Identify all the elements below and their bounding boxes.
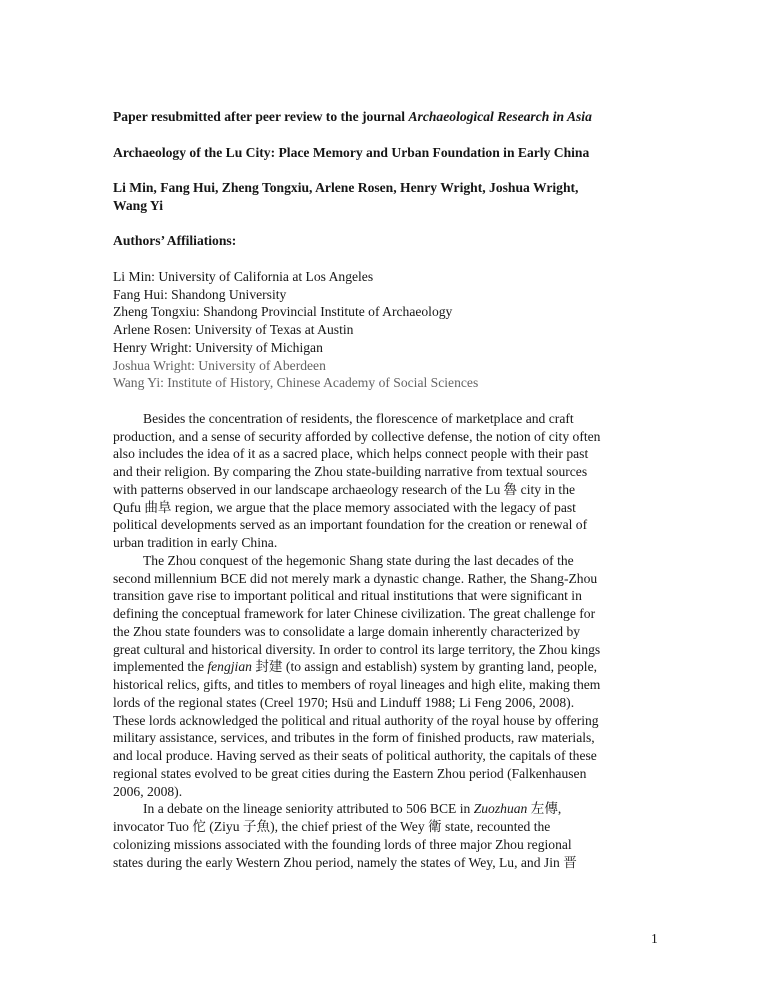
text-segment: Besides the concentration of residents, the florescence of marketplace and craft: [143, 410, 574, 426]
text-line: [113, 570, 665, 588]
authors-line: Wang Yi: [113, 197, 163, 213]
text-segment: defining the conceptual framework for later Chinese civilization. The great challenge for: [113, 606, 596, 621]
text-segment: invocator Tuo 佗 (Ziyu 子魚), the chief priest of the Wey 衛 state, recounted the: [113, 819, 551, 834]
paragraph: [113, 800, 665, 871]
affiliations-list: [113, 268, 665, 392]
text-line: [113, 676, 665, 694]
text-segment: historical relics, gifts, and titles to members of royal lineages and high elite, making them: [113, 677, 601, 692]
text-line: [113, 694, 665, 712]
text-line: [113, 747, 665, 765]
affiliation-line: Wang Yi: Institute of History, Chinese Academy of Social Sciences: [113, 375, 479, 391]
text-segment: regional states evolved to be great cities during the Eastern Zhou period (Falkenhausen: [113, 765, 587, 781]
italic-term: Zuozhuan: [473, 801, 528, 817]
affiliations-heading: Authors’ Affiliations:: [113, 233, 237, 249]
text-line: [113, 623, 665, 641]
text-line: [113, 463, 665, 481]
text-segment: production, and a sense of security afforded by collective defense, the notion of city often: [113, 428, 601, 444]
text-segment: second millennium BCE did not merely mark a dynastic change. Rather, the Shang-Zhou: [113, 570, 598, 586]
text-line: [113, 428, 665, 446]
text-line: [113, 800, 665, 818]
text-segment: In a debate on the lineage seniority attributed to 506 BCE in: [143, 801, 474, 817]
paragraph: [113, 552, 665, 801]
text-segment: great cultural and historical diversity. In order to control its large territory, the Zhou kings: [113, 641, 601, 657]
text-line: [113, 410, 665, 428]
text-line: [113, 552, 665, 570]
affiliation-line: Li Min: University of California at Los Angeles: [113, 268, 374, 284]
text-segment: military assistance, services, and tributes in the form of finished products, raw materials,: [113, 730, 595, 746]
text-segment: also includes the idea of it as a sacred place, which helps connect people with their past: [113, 446, 589, 462]
text-segment: transition gave rise to important political and ritual institutions that were significant in: [113, 588, 582, 604]
text-segment: Qufu 曲阜 region, we argue that the place memory associated with the legacy of past: [113, 499, 576, 515]
text-line: [113, 729, 665, 747]
paper-title: Archaeology of the Lu City: Place Memory and Urban Foundation in Early China: [113, 144, 590, 160]
text-segment: 2006, 2008).: [113, 783, 183, 799]
text-line: [113, 818, 665, 836]
text-line: [113, 836, 665, 854]
affiliation-line: Arlene Rosen: University of Texas at Austin: [113, 322, 354, 337]
authors: [113, 179, 665, 215]
affiliation-line: Joshua Wright: University of Aberdeen: [113, 357, 326, 373]
journal-line: [113, 108, 665, 126]
text-segment: urban tradition in early China.: [113, 535, 278, 550]
text-segment: colonizing missions associated with the founding lords of three major Zhou regional: [113, 836, 572, 852]
text-segment: and local produce. Having served as their seats of political authority, the capitals of these: [113, 748, 597, 763]
text-line: [113, 605, 665, 623]
text-segment: lords of the regional states (Creel 1970; Hsü and Linduff 1988; Li Feng 2006, 2008).: [113, 694, 575, 710]
text-line: [113, 481, 665, 499]
paragraph: [113, 410, 665, 552]
journal-name: Archaeological Research in Asia: [408, 109, 592, 124]
text-line: [113, 587, 665, 605]
text-segment: The Zhou conquest of the hegemonic Shang state during the last decades of the: [143, 552, 574, 568]
text-line: [113, 658, 665, 676]
affiliation-line: Zheng Tongxiu: Shandong Provincial Institute of Archaeology: [113, 304, 453, 320]
text-segment: These lords acknowledged the political and ritual authority of the royal house by offering: [113, 712, 599, 728]
text-segment: 左傳,: [527, 801, 562, 817]
text-line: [113, 712, 665, 730]
page-content: [113, 108, 665, 871]
body-paragraphs: [113, 410, 665, 872]
text-line: [113, 516, 665, 534]
text-line: [113, 765, 665, 783]
journal-line-prefix: Paper resubmitted after peer review to the journal: [113, 109, 409, 124]
text-line: [113, 641, 665, 659]
text-line: [113, 783, 665, 801]
text-segment: and their religion. By comparing the Zhou state-building narrative from textual sources: [113, 464, 588, 479]
text-segment: states during the early Western Zhou period, namely the states of Wey, Lu, and Jin 晋: [113, 854, 577, 870]
italic-term: fengjian: [207, 659, 252, 675]
text-segment: political developments served as an important foundation for the creation or renewal of: [113, 517, 588, 533]
text-line: [113, 854, 665, 872]
text-segment: with patterns observed in our landscape archaeology research of the Lu 魯 city in the: [113, 481, 576, 497]
text-line: [113, 534, 665, 552]
text-segment: implemented the: [113, 659, 208, 675]
text-segment: 封建 (to assign and establish) system by granting land, people,: [251, 659, 598, 675]
text-segment: the Zhou state founders was to consolidate a large domain inherently characterized by: [113, 623, 581, 639]
authors-line: Li Min, Fang Hui, Zheng Tongxiu, Arlene Rosen, Henry Wright, Joshua Wright,: [113, 180, 579, 195]
affiliation-line: Henry Wright: University of Michigan: [113, 339, 323, 355]
affiliation-line: Fang Hui: Shandong University: [113, 286, 287, 302]
text-line: [113, 499, 665, 517]
page-number: 1: [651, 931, 658, 946]
text-line: [113, 445, 665, 463]
